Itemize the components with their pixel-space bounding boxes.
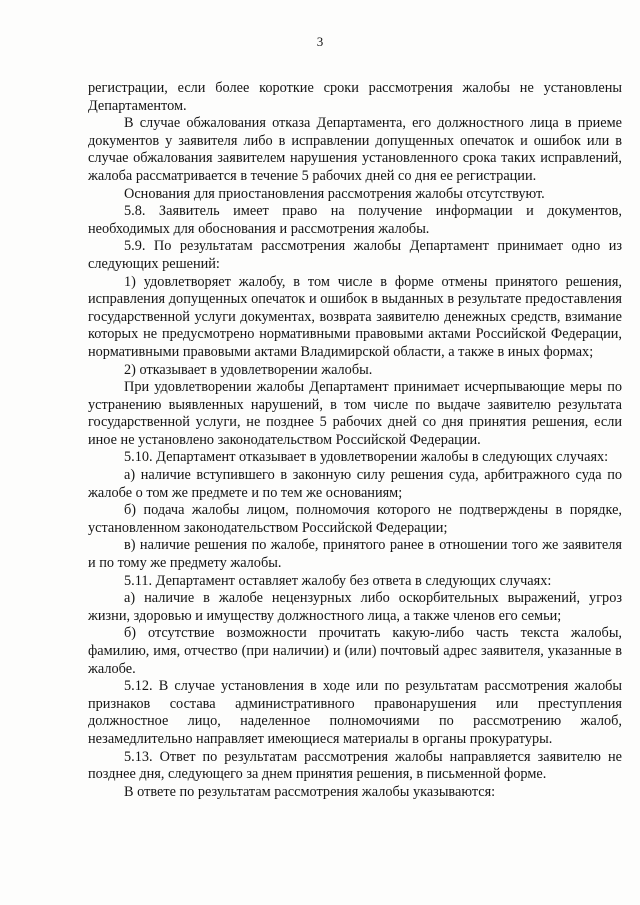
paragraph-appeal-refusal: В случае обжалования отказа Департамента, его должностного лица в приеме документов у заявителя либо в исправлении допущенных опечаток и ошибок или в случае обжалования заявителем нарушения установленного срока таких исправлений, жалоба рассматривается в течение 5 рабочих дней со дня ее регистрации. [88,115,622,184]
paragraph-5-9-item-1: 1) удовлетворяет жалобу, в том числе в форме отмены принятого решения, исправления допущенных опечаток и ошибок в выданных в результате предоставления государственной услуги документах, возврата заявителю денежных средств, взимание которых не предусмотрено нормативными правовыми актами Российской Федерации, нормативными правовыми актами Владимирской области, а также в иных формах; [88,273,622,360]
paragraph-5-11-item-a: а) наличие в жалобе нецензурных либо оскорбительных выражений, угроз жизни, здоровью и имуществу должностного лица, а также членов его семьи; [88,590,622,624]
document-body [88,80,622,801]
paragraph-satisfaction-measures: При удовлетворении жалобы Департамент принимает исчерпывающие меры по устранению выявленных нарушений, в том числе по выдаче заявителю результата государственной услуги, не позднее 5 рабочих дней со дня принятия решения, если иное не установлено законодательством Российской Федерации. [88,379,622,448]
paragraph-5-10-item-a: а) наличие вступившего в законную силу решения суда, арбитражного суда по жалобе о том же предмете и по тем же основаниям; [88,467,622,501]
paragraph-no-suspension-grounds: Основания для приостановления рассмотрения жалобы отсутствуют. [124,185,545,202]
paragraph-response-contents: В ответе по результатам рассмотрения жалобы указываются: [124,783,496,800]
paragraph-5-12: 5.12. В случае установления в ходе или по результатам рассмотрения жалобы признаков состава административного правонарушения или преступления должностное лицо, наделенное полномочиями по рассмотрению жалоб, незамедлительно направляет имеющиеся материалы в органы прокуратуры. [88,678,622,747]
paragraph-5-11-item-b: б) отсутствие возможности прочитать какую-либо часть текста жалобы, фамилию, имя, отчество (при наличии) и (или) почтовый адрес заявителя, указанные в жалобе. [88,625,622,677]
paragraph-5-9: 5.9. По результатам рассмотрения жалобы Департамент принимает одно из следующих решений: [88,238,622,272]
paragraph-5-11: 5.11. Департамент оставляет жалобу без ответа в следующих случаях: [124,572,552,589]
paragraph-5-8: 5.8. Заявитель имеет право на получение информации и документов, необходимых для обоснования и рассмотрения жалобы. [88,203,622,237]
paragraph-5-13: 5.13. Ответ по результатам рассмотрения жалобы направляется заявителю не позднее дня, следующего за днем принятия решения, в письменной форме. [88,748,622,783]
paragraph-continuation: регистрации, если более короткие сроки рассмотрения жалобы не установлены Департаментом. [88,80,622,114]
page-number: 3 [316,34,324,49]
paragraph-5-10: 5.10. Департамент отказывает в удовлетворении жалобы в следующих случаях: [124,449,609,466]
paragraph-5-10-item-c: в) наличие решения по жалобе, принятого ранее в отношении того же заявителя и по тому же предмету жалобы. [88,537,622,572]
paragraph-5-9-item-2: 2) отказывает в удовлетворении жалобы. [124,361,373,378]
paragraph-5-10-item-b: б) подача жалобы лицом, полномочия которого не подтверждены в порядке, установленном законодательством Российской Федерации; [88,502,622,536]
